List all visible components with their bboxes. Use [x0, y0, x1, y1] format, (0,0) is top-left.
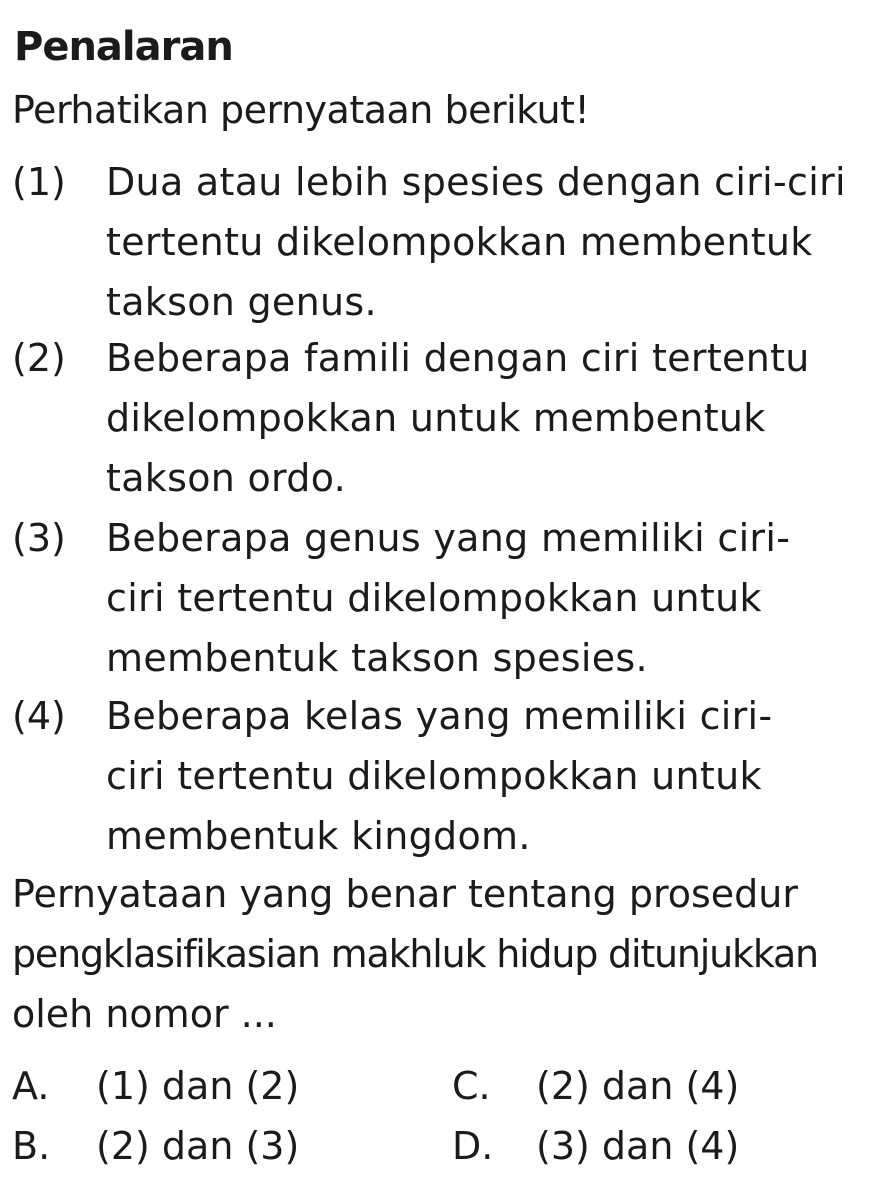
question-line: Pernyataan yang benar tentang prosedur — [12, 872, 799, 916]
option-letter: C. — [452, 1064, 491, 1108]
statement-number: (4) — [12, 694, 66, 738]
option-text: (2) dan (3) — [96, 1124, 300, 1168]
statement-line: Beberapa genus yang memiliki ciri- — [106, 516, 791, 560]
statement-line: Beberapa kelas yang memiliki ciri- — [106, 694, 773, 738]
option-text: (2) dan (4) — [536, 1064, 740, 1108]
statement-line: takson genus. — [106, 280, 377, 324]
statement-number: (3) — [12, 516, 66, 560]
question-line: pengklasifikasian makhluk hidup ditunjukkan — [12, 932, 818, 976]
statement-line: ciri tertentu dikelompokkan untuk — [106, 576, 762, 620]
statement-line: ciri tertentu dikelompokkan untuk — [106, 754, 762, 798]
statement-line: takson ordo. — [106, 456, 346, 500]
intro-instruction: Perhatikan pernyataan berikut! — [12, 88, 590, 132]
option-text: (3) dan (4) — [536, 1124, 740, 1168]
statement-line: dikelompokkan untuk membentuk — [106, 396, 766, 440]
statement-line: membentuk takson spesies. — [106, 636, 648, 680]
statement-line: tertentu dikelompokkan membentuk — [106, 220, 813, 264]
statement-line: membentuk kingdom. — [106, 814, 531, 858]
question-line: oleh nomor ... — [12, 992, 277, 1036]
option-letter: D. — [452, 1124, 494, 1168]
statement-number: (2) — [12, 336, 66, 380]
statement-line: Beberapa famili dengan ciri tertentu — [106, 336, 810, 380]
section-heading: Penalaran — [14, 24, 233, 70]
option-letter: B. — [12, 1124, 51, 1168]
statement-line: Dua atau lebih spesies dengan ciri-ciri — [106, 160, 846, 204]
statement-number: (1) — [12, 160, 66, 204]
option-letter: A. — [12, 1064, 50, 1108]
option-text: (1) dan (2) — [96, 1064, 300, 1108]
